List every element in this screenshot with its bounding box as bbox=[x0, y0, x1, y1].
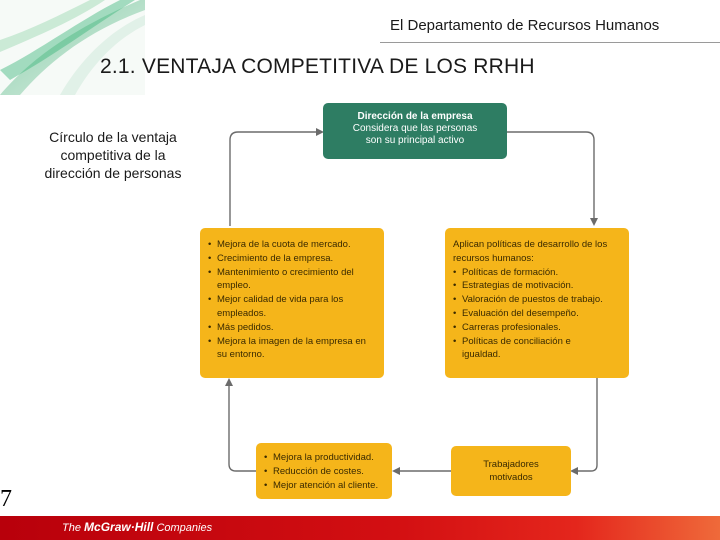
motivated-workers-box bbox=[451, 446, 571, 496]
list-item: • Carreras profesionales. bbox=[453, 321, 561, 333]
list-item: • Valoración de puestos de trabajo. bbox=[453, 294, 603, 306]
policies-intro: Aplican políticas de desarrollo de los bbox=[453, 239, 608, 250]
list-item-continuation: empleados. bbox=[217, 307, 267, 319]
company-management-box bbox=[323, 103, 507, 159]
list-item: • Mejora la imagen de la empresa en bbox=[208, 335, 366, 347]
company-management-line: son su principal activo bbox=[365, 135, 465, 146]
publisher-logo bbox=[62, 520, 212, 534]
list-item: • Estrategias de motivación. bbox=[453, 280, 574, 292]
caption-line: competitiva de la bbox=[60, 147, 166, 163]
company-management-line: Considera que las personas bbox=[352, 123, 478, 134]
list-item: • Mejora la productividad. bbox=[264, 452, 374, 463]
list-item: • Políticas de conciliación e bbox=[453, 335, 571, 347]
company-management-title: Dirección de la empresa bbox=[357, 111, 473, 122]
list-item: • Políticas de formación. bbox=[453, 266, 559, 278]
logo-suffix: Companies bbox=[156, 522, 213, 534]
list-item: • Mejor calidad de vida para los bbox=[208, 294, 344, 306]
arrow-right-to-motivated bbox=[574, 378, 597, 471]
hr-policies-box bbox=[445, 228, 629, 378]
motivated-workers-line: motivados bbox=[489, 472, 533, 483]
page-number: 7 bbox=[0, 486, 12, 512]
caption-line: Círculo de la ventaja bbox=[49, 129, 177, 145]
list-item: • Reducción de costes. bbox=[264, 465, 364, 477]
productivity-box bbox=[256, 443, 392, 499]
arrow-left-to-top bbox=[230, 132, 320, 226]
list-item: • Evaluación del desempeño. bbox=[453, 307, 579, 319]
list-item: • Mantenimiento o crecimiento del bbox=[208, 266, 354, 278]
results-box bbox=[200, 228, 384, 378]
policies-intro: recursos humanos: bbox=[453, 252, 534, 264]
logo-brand: McGraw·Hill bbox=[84, 520, 154, 534]
header-text: El Departamento de Recursos Humanos bbox=[390, 17, 660, 34]
list-item: • Crecimiento de la empresa. bbox=[208, 252, 334, 264]
list-item-continuation: empleo. bbox=[217, 280, 251, 292]
motivated-workers-line: Trabajadores bbox=[483, 459, 539, 470]
arrow-top-to-right bbox=[507, 132, 594, 222]
logo-prefix: The bbox=[62, 522, 81, 534]
slide-title: 2.1. VENTAJA COMPETITIVA DE LOS RRHH bbox=[100, 55, 535, 78]
arrow-results-to-left bbox=[229, 382, 256, 471]
list-item: • Mejora de la cuota de mercado. bbox=[208, 239, 351, 250]
list-item-continuation: su entorno. bbox=[217, 349, 265, 361]
list-item: • Mejor atención al cliente. bbox=[264, 479, 379, 491]
list-item: • Más pedidos. bbox=[208, 321, 274, 333]
list-item-continuation: igualdad. bbox=[462, 349, 501, 361]
caption-line: dirección de personas bbox=[44, 165, 182, 181]
